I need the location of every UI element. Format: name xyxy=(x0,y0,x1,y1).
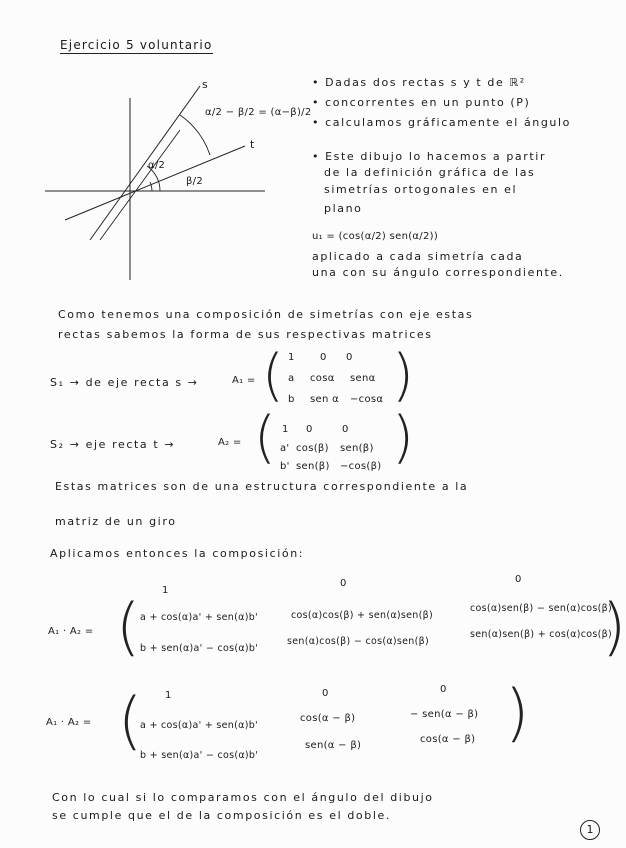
product2-lhs: A₁ · A₂ = xyxy=(46,717,92,728)
product1-r2c1: sen(α)cos(β) − cos(α)sen(β) xyxy=(287,636,429,647)
product2-left-paren: ( xyxy=(118,684,143,757)
s1-label: S₁ → de eje recta s → xyxy=(50,376,199,389)
remark-line-2: matriz de un giro xyxy=(55,515,177,528)
note-formula: u₁ = (cos(α/2) sen(α/2)) xyxy=(312,231,439,242)
s2-right-paren: ) xyxy=(392,405,414,470)
product2-r2c2: cos(α − β) xyxy=(420,734,476,745)
page-number xyxy=(580,820,600,840)
product2-r1c2: − sen(α − β) xyxy=(410,709,479,720)
product1-left-paren: ( xyxy=(116,590,141,663)
product1-r0c0: 1 xyxy=(162,585,169,596)
product1-lhs: A₁ · A₂ = xyxy=(48,626,94,637)
apply-heading: Aplicamos entonces la composición: xyxy=(50,547,305,560)
s1-matrix-name: A₁ = xyxy=(232,375,256,386)
line-s xyxy=(90,86,200,240)
product2-r1c1: cos(α − β) xyxy=(300,713,356,724)
product2-r0c0: 1 xyxy=(165,690,172,701)
s2-r1c0: a' xyxy=(280,443,290,454)
product1-r1c1: cos(α)cos(β) + sen(α)sen(β) xyxy=(291,610,433,621)
angle-diagram xyxy=(40,70,280,290)
note-line-1: • Este dibujo lo hacemos a partir xyxy=(312,150,546,163)
arc-beta-half xyxy=(150,182,152,191)
conclusion-line-2: se cumple que el de la composición es el doble. xyxy=(52,809,391,822)
s1-r2c1: sen α xyxy=(310,394,339,405)
intro-line-2: rectas sabemos la forma de sus respectivas matrices xyxy=(58,328,433,341)
s1-r0c1: 0 xyxy=(320,352,327,363)
s1-r0c2: 0 xyxy=(346,352,353,363)
page-title: Ejercicio 5 voluntario xyxy=(60,38,213,52)
arc-difference xyxy=(180,115,210,155)
page-number-text: 1 xyxy=(586,823,594,836)
remark-line-1: Estas matrices son de una estructura correspondiente a la xyxy=(55,480,469,493)
s2-r2c1: sen(β) xyxy=(296,461,330,472)
product2-right-paren: ) xyxy=(505,676,530,749)
label-s: s xyxy=(202,78,210,91)
product1-r1c2: cos(α)sen(β) − sen(α)cos(β) xyxy=(470,603,612,614)
s2-r0c0: 1 xyxy=(282,424,289,435)
s1-r1c1: cosα xyxy=(310,373,335,384)
s2-left-paren: ( xyxy=(254,405,276,470)
s2-matrix-name: A₂ = xyxy=(218,437,242,448)
s1-left-paren: ( xyxy=(262,343,284,408)
product1-r0c1: 0 xyxy=(340,578,347,589)
label-beta-half: β/2 xyxy=(186,176,204,187)
s2-r2c0: b' xyxy=(280,461,290,472)
product2-r2c1: sen(α − β) xyxy=(305,740,362,751)
product2-r1c0: a + cos(α)a' + sen(α)b' xyxy=(140,720,258,731)
s2-label: S₂ → eje recta t → xyxy=(50,438,176,451)
label-alpha-half: α/2 xyxy=(148,160,166,171)
product2-r0c1: 0 xyxy=(322,688,329,699)
product1-r2c2: sen(α)sen(β) + cos(α)cos(β) xyxy=(470,629,612,640)
line-extra xyxy=(100,130,180,240)
s1-r1c0: a xyxy=(288,373,295,384)
note-line-2: de la definición gráfica de las xyxy=(324,166,536,179)
product2-r0c2: 0 xyxy=(440,684,447,695)
product1-r2c0: b + sen(α)a' − cos(α)b' xyxy=(140,643,259,654)
angle-formula: α/2 − β/2 = (α−β)/2 xyxy=(205,107,312,118)
s1-right-paren: ) xyxy=(392,343,414,408)
s2-r2c2: −cos(β) xyxy=(340,461,382,472)
note-line-4: plano xyxy=(324,202,363,215)
product2-r2c0: b + sen(α)a' − cos(α)b' xyxy=(140,750,259,761)
line-t xyxy=(65,146,245,220)
s2-r0c1: 0 xyxy=(306,424,313,435)
s2-r0c2: 0 xyxy=(342,424,349,435)
product1-r0c2: 0 xyxy=(515,574,522,585)
s2-r1c2: sen(β) xyxy=(340,443,374,454)
bullet-2: • concorrentes en un punto (P) xyxy=(312,96,530,109)
label-t: t xyxy=(250,138,256,151)
bullet-1: • Dadas dos rectas s y t de ℝ² xyxy=(312,76,526,89)
s1-r2c0: b xyxy=(288,394,295,405)
product1-right-paren: ) xyxy=(602,590,626,663)
bullet-3: • calculamos gráficamente el ángulo xyxy=(312,116,571,129)
s2-r1c1: cos(β) xyxy=(296,443,329,454)
conclusion-line-1: Con lo cual si lo comparamos con el ángulo del dibujo xyxy=(52,791,434,804)
s1-r0c0: 1 xyxy=(288,352,295,363)
product1-r1c0: a + cos(α)a' + sen(α)b' xyxy=(140,612,258,623)
s1-r1c2: senα xyxy=(350,373,376,384)
s1-r2c2: −cosα xyxy=(350,394,384,405)
intro-line-1: Como tenemos una composición de simetrías con eje estas xyxy=(58,308,474,321)
note-line-3: simetrías ortogonales en el xyxy=(324,183,518,196)
note-after-1: aplicado a cada simetría cada xyxy=(312,250,524,263)
note-after-2: una con su ángulo correspondiente. xyxy=(312,266,564,279)
